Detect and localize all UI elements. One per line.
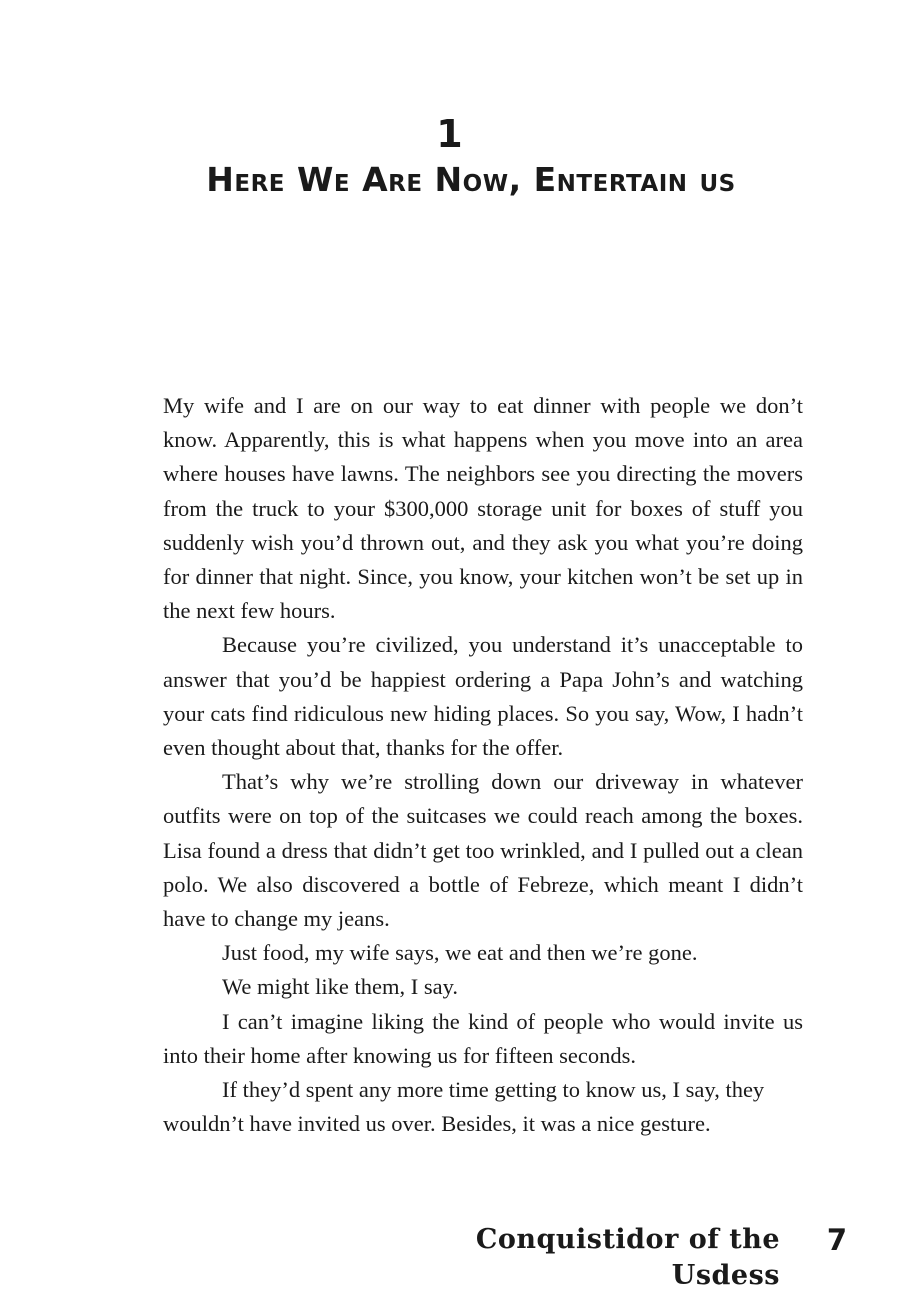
paragraph-4: Just food, my wife says, we eat and then we’re gone. <box>222 940 698 966</box>
paragraph-3: That’s why we’re strolling down our driveway in whatever outfits were on top of the suitcases we could reach among the boxes. Lisa found a dress that didn’t get too wrinkled, and I pulled out a clean polo. We also discovered a bottle of Febreze, which meant I didn’t have to change my jeans. <box>163 769 803 932</box>
paragraph-6: I can’t imagine liking the kind of people who would invite us into their home after knowing us for fifteen seconds. <box>163 1008 803 1068</box>
paragraph-2: Because you’re civilized, you understand it’s unacceptable to answer that you’d be happiest ordering a Papa John’s and watching your cats find ridiculous new hiding places. So you say, Wow, I hadn’t even thought about that, thanks for the offer. <box>163 632 803 761</box>
paragraph-1: My wife and I are on our way to eat dinner with people we don’t know. Apparently, this is what happens when you move into an area where houses have lawns. The neighbors see you directing the movers from the truck to your $300,000 storage unit for boxes of stuff you suddenly wish you’d thrown out, and they ask you what you’re doing for dinner that night. Since, you know, your kitchen won’t be set up in the next few hours. <box>163 393 803 624</box>
body-text <box>163 389 803 1141</box>
paragraph-5: We might like them, I say. <box>222 974 459 1000</box>
paragraph-7: If they’d spent any more time getting to know us, I say, they wouldn’t have invited us over. Besides, it was a nice gesture. <box>163 1077 765 1137</box>
page-number: 7 <box>826 1223 848 1257</box>
chapter-number: 1 <box>436 112 464 156</box>
running-footer-book-title: Conquistidor of the Usdess <box>475 1224 780 1291</box>
chapter-title: Here We Are Now, Entertain us <box>206 160 736 199</box>
